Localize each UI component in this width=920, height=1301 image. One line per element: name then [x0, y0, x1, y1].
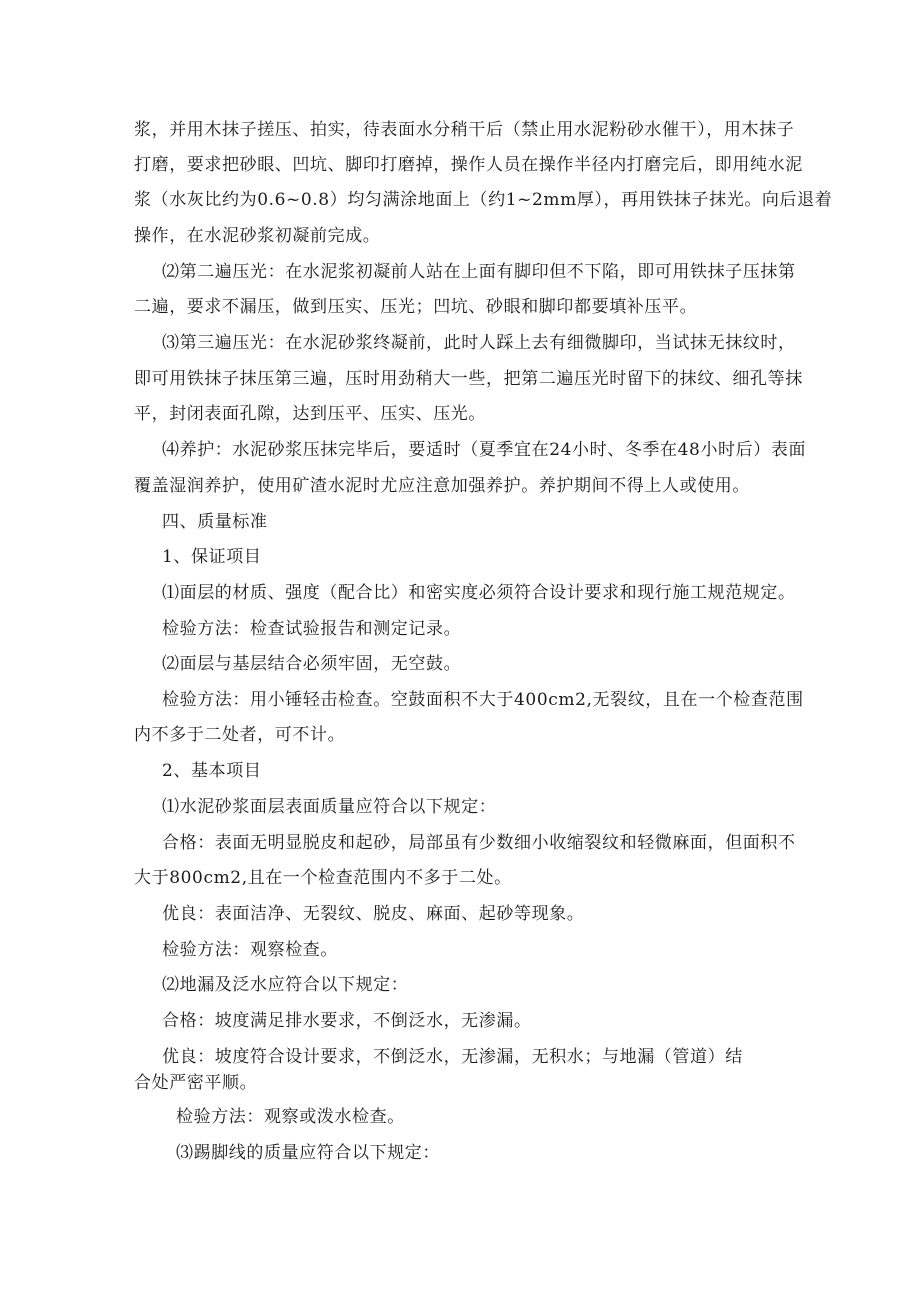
- paragraph-line: 合格：坡度满足排水要求，不倒泛水，无渗漏。: [162, 1011, 532, 1031]
- paragraph-line: ⑵第二遍压光：在水泥浆初凝前人站在上面有脚印但不下陷，即可用铁抹子压抹第: [162, 262, 796, 282]
- paragraph-line: 检验方法：检查试验报告和测定记录。: [162, 619, 462, 639]
- paragraph-line: 检验方法：观察检查。: [162, 940, 338, 960]
- paragraph-line: 检验方法：观察或泼水检查。: [176, 1107, 405, 1127]
- paragraph-line: 二遍，要求不漏压，做到压实、压光；凹坑、砂眼和脚印都要填补压平。: [134, 297, 698, 317]
- section-heading: 四、质量标准: [162, 512, 268, 532]
- paragraph-line: ⑵面层与基层结合必须牢固，无空鼓。: [162, 654, 462, 674]
- paragraph-line: 操作，在水泥砂浆初凝前完成。: [134, 226, 381, 246]
- paragraph-line: ⑶第三遍压光：在水泥砂浆终凝前，此时人踩上去有细微脚印，当试抹无抹纹时，: [162, 333, 796, 353]
- paragraph-line: 大于800cm2,且在一个检查范围内不多于二处。: [134, 868, 512, 888]
- paragraph-line: 浆（水灰比约为0.6~0.8）均匀满涂地面上（约1~2mm厚），再用铁抹子抹光。向后退着: [134, 190, 833, 210]
- paragraph-line: 合处严密平顺。: [134, 1073, 258, 1093]
- paragraph-line: 覆盖湿润养护，使用矿渣水泥时尤应注意加强养护。养护期间不得上人或使用。: [134, 476, 750, 496]
- paragraph-line: ⑷养护：水泥砂浆压抹完毕后，要适时（夏季宜在24小时、冬季在48小时后）表面: [162, 440, 807, 460]
- paragraph-line: 优良：坡度符合设计要求，不倒泛水，无渗漏，无积水；与地漏（管道）结: [162, 1047, 743, 1067]
- paragraph-line: 平，封闭表面孔隙，达到压平、压实、压光。: [134, 404, 486, 424]
- paragraph-line: 内不多于二处者，可不计。: [134, 725, 346, 745]
- subsection-heading: 1、保证项目: [162, 547, 262, 567]
- paragraph-line: 打磨，要求把砂眼、凹坑、脚印打磨掉，操作人员在操作半径内打磨完后，即用纯水泥: [134, 155, 803, 175]
- paragraph-line: ⑴水泥砂浆面层表面质量应符合以下规定：: [162, 797, 497, 817]
- paragraph-line: 检验方法：用小锤轻击检查。空鼓面积不大于400cm2,无裂纹，且在一个检查范围: [162, 690, 804, 710]
- paragraph-line: 合格：表面无明显脱皮和起砂，局部虽有少数细小收缩裂纹和轻微麻面，但面积不: [162, 833, 796, 853]
- paragraph-line: ⑵地漏及泛水应符合以下规定：: [162, 975, 409, 995]
- paragraph-line: 浆，并用木抹子搓压、拍实，待表面水分稍干后（禁止用水泥粉砂水催干），用木抹子: [134, 120, 795, 140]
- paragraph-line: 即可用铁抹子抹压第三遍，压时用劲稍大一些，把第二遍压光时留下的抹纹、细孔等抹: [134, 369, 803, 389]
- subsection-heading: 2、基本项目: [162, 761, 262, 781]
- paragraph-line: 优良：表面洁净、无裂纹、脱皮、麻面、起砂等现象。: [162, 904, 585, 924]
- paragraph-line: ⑴面层的材质、强度（配合比）和密实度必须符合设计要求和现行施工规范规定。: [162, 583, 796, 603]
- paragraph-line: ⑶踢脚线的质量应符合以下规定：: [176, 1143, 440, 1163]
